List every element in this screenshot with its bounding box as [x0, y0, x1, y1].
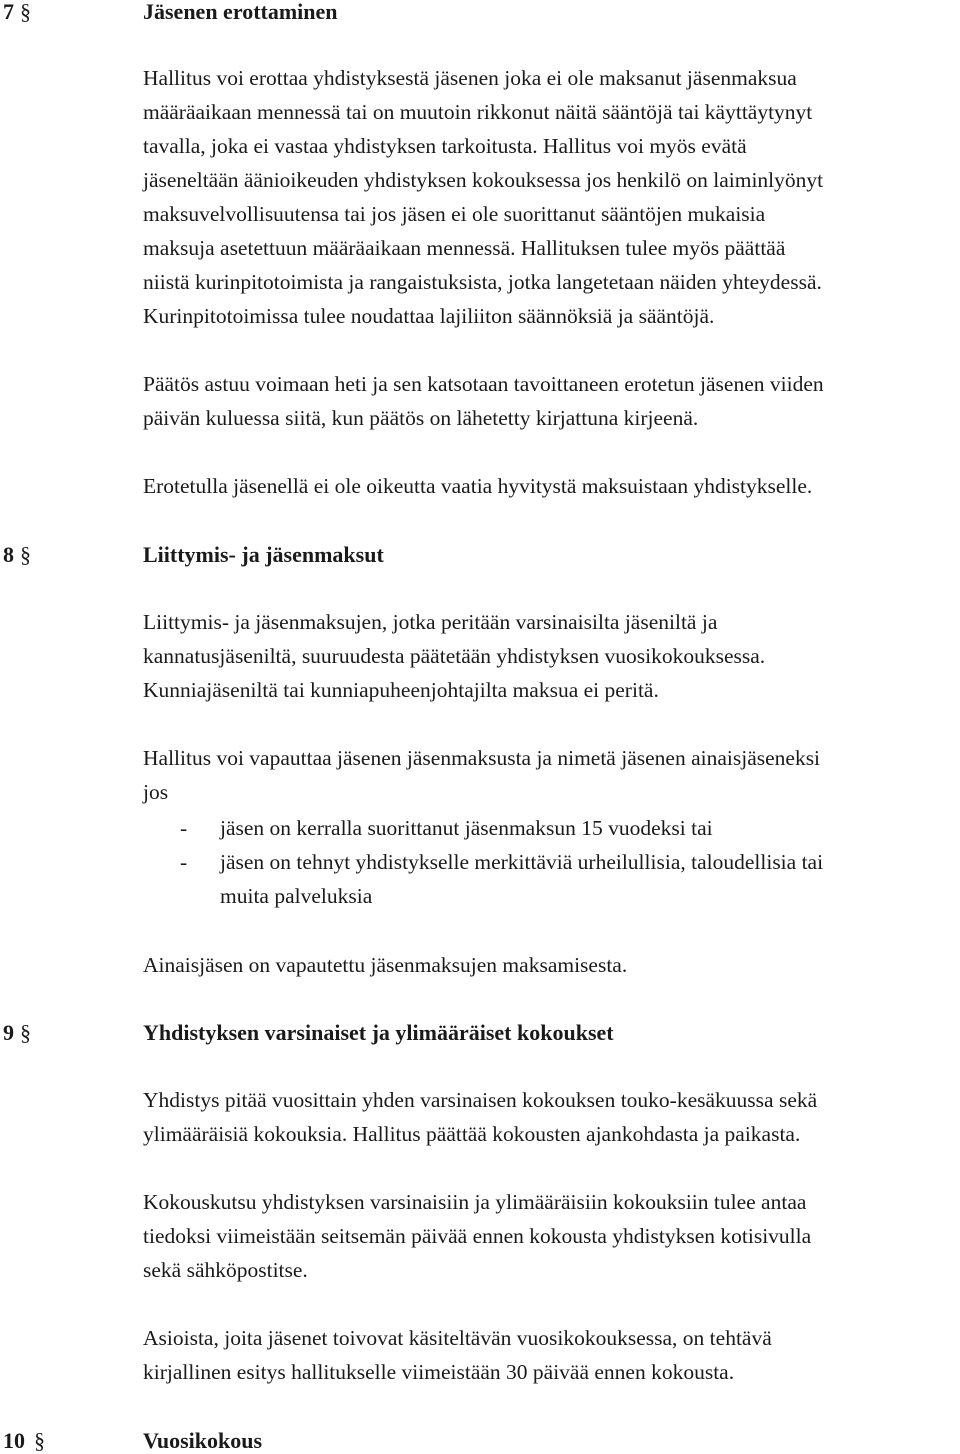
- section-number: 9: [3, 1020, 14, 1045]
- text-line: kirjallinen esitys hallitukselle viimeistään 30 päivää ennen kokousta.: [143, 1360, 735, 1384]
- text-line: tavalla, joka ei vastaa yhdistyksen tarkoitusta. Hallitus voi myös evätä: [143, 134, 747, 158]
- text-line: Ainaisjäsen on vapautettu jäsenmaksujen maksamisesta.: [143, 953, 628, 977]
- text-line: jäseneltään äänioikeuden yhdistyksen kokouksessa jos henkilö on laiminlyönyt: [143, 168, 824, 192]
- text-line: Liittymis- ja jäsenmaksujen, jotka peritään varsinaisilta jäseniltä ja: [143, 610, 718, 634]
- section-mark: §: [34, 1428, 45, 1453]
- section-title: Liittymis- ja jäsenmaksut: [143, 542, 384, 567]
- text-line: Kunniajäseniltä tai kunniapuheenjohtajilta maksua ei peritä.: [143, 678, 659, 702]
- text-line: Erotetulla jäsenellä ei ole oikeutta vaatia hyvitystä maksuistaan yhdistykselle.: [143, 474, 813, 498]
- text-line: niistä kurinpitotoimista ja rangaistuksista, jotka langetetaan näiden yhteydessä.: [143, 270, 822, 294]
- list-dash: -: [180, 850, 188, 874]
- list-dash: -: [180, 816, 188, 840]
- text-line: maksuvelvollisuutensa tai jos jäsen ei ole suorittanut sääntöjen mukaisia: [143, 202, 766, 226]
- text-line: Kokouskutsu yhdistyksen varsinaisiin ja ylimääräisiin kokouksiin tulee antaa: [143, 1190, 807, 1214]
- text-line: päivän kuluessa siitä, kun päätös on lähetetty kirjattuna kirjeenä.: [143, 406, 699, 430]
- text-line: jos: [143, 780, 169, 804]
- section-title: Vuosikokous: [143, 1428, 263, 1453]
- section-mark: §: [20, 0, 31, 24]
- text-line: ylimääräisiä kokouksia. Hallitus päättää kokousten ajankohdasta ja paikasta.: [143, 1122, 801, 1146]
- section-mark: §: [20, 1020, 31, 1045]
- text-line: Hallitus voi vapauttaa jäsenen jäsenmaksusta ja nimetä jäsenen ainaisjäseneksi: [143, 746, 821, 770]
- section-number: 7: [3, 0, 14, 24]
- section-number: 8: [3, 542, 14, 567]
- text-line: Päätös astuu voimaan heti ja sen katsotaan tavoittaneen erotetun jäsenen viiden: [143, 372, 824, 396]
- text-line: sekä sähköpostitse.: [143, 1258, 308, 1282]
- text-line: Yhdistys pitää vuosittain yhden varsinaisen kokouksen touko-kesäkuussa sekä: [143, 1088, 818, 1112]
- text-line: Hallitus voi erottaa yhdistyksestä jäsenen joka ei ole maksanut jäsenmaksua: [143, 66, 797, 90]
- text-line: maksuja asetettuun määräaikaan mennessä. Hallituksen tulee myös päättää: [143, 236, 786, 260]
- section-number: 10: [3, 1428, 25, 1453]
- section-title: Jäsenen erottaminen: [143, 0, 338, 24]
- text-line: jäsen on tehnyt yhdistykselle merkittäviä urheilullisia, taloudellisia tai: [220, 850, 824, 874]
- text-line: Asioista, joita jäsenet toivovat käsiteltävän vuosikokouksessa, on tehtävä: [143, 1326, 772, 1350]
- section-mark: §: [20, 542, 31, 567]
- section-title: Yhdistyksen varsinaiset ja ylimääräiset kokoukset: [143, 1020, 614, 1045]
- text-line: kannatusjäseniltä, suuruudesta päätetään yhdistyksen vuosikokouksessa.: [143, 644, 766, 668]
- text-line: jäsen on kerralla suorittanut jäsenmaksun 15 vuodeksi tai: [220, 816, 713, 840]
- text-line: Kurinpitotoimissa tulee noudattaa lajiliiton säännöksiä ja sääntöjä.: [143, 304, 715, 328]
- text-line: tiedoksi viimeistään seitsemän päivää ennen kokousta yhdistyksen kotisivulla: [143, 1224, 812, 1248]
- text-line: määräaikaan mennessä tai on muutoin rikkonut näitä sääntöjä tai käyttäytynyt: [143, 100, 813, 124]
- text-line: muita palveluksia: [220, 884, 373, 908]
